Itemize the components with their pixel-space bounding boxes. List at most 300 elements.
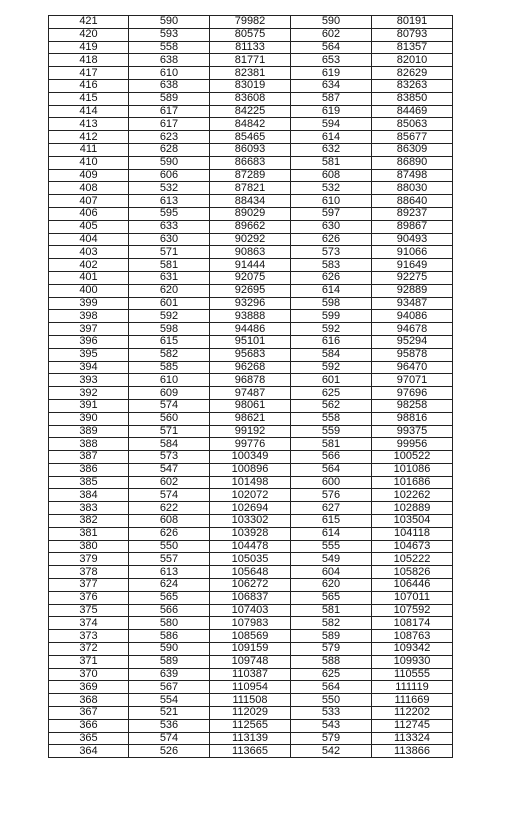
table-row [49, 335, 453, 348]
count-a-cell: 639 [129, 668, 210, 681]
count-b-cell: 632 [291, 143, 372, 156]
table-row [49, 323, 453, 336]
table-row [49, 527, 453, 540]
count-b-cell: 610 [291, 195, 372, 208]
count-a-cell: 595 [129, 207, 210, 220]
count-b-cell: 581 [291, 604, 372, 617]
cumulative-b-cell: 85677 [372, 131, 453, 144]
count-a-cell: 598 [129, 323, 210, 336]
cumulative-a-cell: 107403 [210, 604, 291, 617]
cumulative-b-cell: 83850 [372, 92, 453, 105]
cumulative-b-cell: 105826 [372, 566, 453, 579]
count-a-cell: 590 [129, 16, 210, 29]
count-b-cell: 584 [291, 348, 372, 361]
cumulative-b-cell: 109342 [372, 643, 453, 656]
count-a-cell: 557 [129, 553, 210, 566]
count-a-cell: 617 [129, 105, 210, 118]
table-row [49, 399, 453, 412]
count-a-cell: 601 [129, 297, 210, 310]
count-a-cell: 582 [129, 348, 210, 361]
count-b-cell: 550 [291, 694, 372, 707]
count-b-cell: 589 [291, 630, 372, 643]
count-b-cell: 555 [291, 540, 372, 553]
table-row [49, 310, 453, 323]
score-cell: 400 [49, 284, 129, 297]
score-cell: 418 [49, 54, 129, 67]
cumulative-b-cell: 92275 [372, 271, 453, 284]
count-a-cell: 609 [129, 387, 210, 400]
cumulative-a-cell: 92695 [210, 284, 291, 297]
count-a-cell: 521 [129, 707, 210, 720]
cumulative-a-cell: 113139 [210, 732, 291, 745]
score-cell: 398 [49, 310, 129, 323]
cumulative-a-cell: 99776 [210, 438, 291, 451]
table-row [49, 425, 453, 438]
cumulative-b-cell: 107592 [372, 604, 453, 617]
score-cell: 371 [49, 655, 129, 668]
score-cell: 385 [49, 476, 129, 489]
count-a-cell: 593 [129, 28, 210, 41]
count-b-cell: 581 [291, 438, 372, 451]
cumulative-b-cell: 95294 [372, 335, 453, 348]
table-row [49, 169, 453, 182]
cumulative-a-cell: 79982 [210, 16, 291, 29]
cumulative-a-cell: 108569 [210, 630, 291, 643]
table-row [49, 579, 453, 592]
score-cell: 403 [49, 246, 129, 259]
count-b-cell: 573 [291, 246, 372, 259]
score-cell: 401 [49, 271, 129, 284]
count-a-cell: 573 [129, 451, 210, 464]
count-a-cell: 571 [129, 246, 210, 259]
score-cell: 411 [49, 143, 129, 156]
score-cell: 366 [49, 719, 129, 732]
count-a-cell: 592 [129, 310, 210, 323]
cumulative-a-cell: 87821 [210, 182, 291, 195]
cumulative-a-cell: 104478 [210, 540, 291, 553]
table-row [49, 374, 453, 387]
cumulative-b-cell: 105222 [372, 553, 453, 566]
count-a-cell: 581 [129, 259, 210, 272]
count-a-cell: 590 [129, 156, 210, 169]
count-b-cell: 614 [291, 131, 372, 144]
table-row [49, 476, 453, 489]
count-b-cell: 626 [291, 271, 372, 284]
cumulative-a-cell: 88434 [210, 195, 291, 208]
table-row [49, 67, 453, 80]
table-row [49, 463, 453, 476]
count-a-cell: 610 [129, 374, 210, 387]
score-cell: 375 [49, 604, 129, 617]
score-cell: 393 [49, 374, 129, 387]
count-a-cell: 631 [129, 271, 210, 284]
score-cell: 396 [49, 335, 129, 348]
cumulative-b-cell: 111669 [372, 694, 453, 707]
count-a-cell: 580 [129, 617, 210, 630]
table-row [49, 502, 453, 515]
count-b-cell: 583 [291, 259, 372, 272]
score-cell: 390 [49, 412, 129, 425]
count-a-cell: 585 [129, 361, 210, 374]
count-a-cell: 554 [129, 694, 210, 707]
count-b-cell: 597 [291, 207, 372, 220]
score-cell: 389 [49, 425, 129, 438]
cumulative-b-cell: 87498 [372, 169, 453, 182]
cumulative-b-cell: 88640 [372, 195, 453, 208]
count-b-cell: 594 [291, 118, 372, 131]
table-row [49, 540, 453, 553]
score-cell: 384 [49, 489, 129, 502]
cumulative-b-cell: 90493 [372, 233, 453, 246]
table-row [49, 745, 453, 758]
count-a-cell: 560 [129, 412, 210, 425]
count-a-cell: 615 [129, 335, 210, 348]
count-a-cell: 565 [129, 591, 210, 604]
count-b-cell: 592 [291, 323, 372, 336]
count-b-cell: 579 [291, 643, 372, 656]
cumulative-a-cell: 85465 [210, 131, 291, 144]
cumulative-b-cell: 97696 [372, 387, 453, 400]
score-cell: 388 [49, 438, 129, 451]
cumulative-a-cell: 100896 [210, 463, 291, 476]
cumulative-a-cell: 96878 [210, 374, 291, 387]
cumulative-b-cell: 99375 [372, 425, 453, 438]
count-b-cell: 533 [291, 707, 372, 720]
score-cell: 376 [49, 591, 129, 604]
cumulative-a-cell: 110954 [210, 681, 291, 694]
count-b-cell: 634 [291, 79, 372, 92]
count-b-cell: 620 [291, 579, 372, 592]
cumulative-b-cell: 96470 [372, 361, 453, 374]
count-a-cell: 567 [129, 681, 210, 694]
cumulative-a-cell: 106272 [210, 579, 291, 592]
count-b-cell: 558 [291, 412, 372, 425]
table-row [49, 131, 453, 144]
score-cell: 381 [49, 527, 129, 540]
table-row [49, 348, 453, 361]
score-cell: 409 [49, 169, 129, 182]
cumulative-a-cell: 83019 [210, 79, 291, 92]
table-row [49, 284, 453, 297]
count-b-cell: 592 [291, 361, 372, 374]
count-b-cell: 542 [291, 745, 372, 758]
cumulative-a-cell: 105035 [210, 553, 291, 566]
score-cell: 410 [49, 156, 129, 169]
cumulative-a-cell: 97487 [210, 387, 291, 400]
score-cell: 386 [49, 463, 129, 476]
score-cell: 378 [49, 566, 129, 579]
score-cell: 419 [49, 41, 129, 54]
cumulative-a-cell: 93888 [210, 310, 291, 323]
table-row [49, 553, 453, 566]
score-cell: 387 [49, 451, 129, 464]
cumulative-a-cell: 86093 [210, 143, 291, 156]
cumulative-b-cell: 107011 [372, 591, 453, 604]
cumulative-a-cell: 106837 [210, 591, 291, 604]
cumulative-b-cell: 100522 [372, 451, 453, 464]
score-cell: 412 [49, 131, 129, 144]
score-cell: 404 [49, 233, 129, 246]
cumulative-a-cell: 94486 [210, 323, 291, 336]
score-cell: 415 [49, 92, 129, 105]
count-a-cell: 547 [129, 463, 210, 476]
cumulative-a-cell: 84225 [210, 105, 291, 118]
cumulative-a-cell: 83608 [210, 92, 291, 105]
cumulative-a-cell: 95101 [210, 335, 291, 348]
table-row [49, 361, 453, 374]
cumulative-a-cell: 84842 [210, 118, 291, 131]
table-row [49, 233, 453, 246]
table-row [49, 28, 453, 41]
cumulative-a-cell: 110387 [210, 668, 291, 681]
cumulative-b-cell: 101686 [372, 476, 453, 489]
count-a-cell: 626 [129, 527, 210, 540]
score-cell: 407 [49, 195, 129, 208]
score-cell: 395 [49, 348, 129, 361]
count-a-cell: 610 [129, 67, 210, 80]
count-a-cell: 566 [129, 604, 210, 617]
cumulative-a-cell: 90292 [210, 233, 291, 246]
cumulative-a-cell: 102072 [210, 489, 291, 502]
score-cell: 370 [49, 668, 129, 681]
table-row [49, 220, 453, 233]
score-cell: 402 [49, 259, 129, 272]
table-row [49, 271, 453, 284]
table-row [49, 655, 453, 668]
cumulative-b-cell: 89237 [372, 207, 453, 220]
table-row [49, 207, 453, 220]
cumulative-b-cell: 89867 [372, 220, 453, 233]
count-a-cell: 633 [129, 220, 210, 233]
count-b-cell: 549 [291, 553, 372, 566]
table-row [49, 143, 453, 156]
count-b-cell: 587 [291, 92, 372, 105]
score-cell: 394 [49, 361, 129, 374]
count-b-cell: 588 [291, 655, 372, 668]
cumulative-a-cell: 98061 [210, 399, 291, 412]
count-b-cell: 615 [291, 515, 372, 528]
score-cell: 397 [49, 323, 129, 336]
count-b-cell: 581 [291, 156, 372, 169]
count-a-cell: 638 [129, 79, 210, 92]
cumulative-a-cell: 109748 [210, 655, 291, 668]
count-b-cell: 532 [291, 182, 372, 195]
count-a-cell: 589 [129, 92, 210, 105]
cumulative-a-cell: 91444 [210, 259, 291, 272]
cumulative-a-cell: 81771 [210, 54, 291, 67]
table-row [49, 438, 453, 451]
count-b-cell: 600 [291, 476, 372, 489]
count-a-cell: 558 [129, 41, 210, 54]
cumulative-b-cell: 104673 [372, 540, 453, 553]
cumulative-b-cell: 98816 [372, 412, 453, 425]
count-b-cell: 616 [291, 335, 372, 348]
count-a-cell: 589 [129, 655, 210, 668]
score-cell: 421 [49, 16, 129, 29]
score-cell: 372 [49, 643, 129, 656]
cumulative-a-cell: 113665 [210, 745, 291, 758]
table-row [49, 681, 453, 694]
count-b-cell: 564 [291, 681, 372, 694]
cumulative-b-cell: 98258 [372, 399, 453, 412]
count-b-cell: 559 [291, 425, 372, 438]
cumulative-a-cell: 112565 [210, 719, 291, 732]
cumulative-a-cell: 101498 [210, 476, 291, 489]
count-b-cell: 614 [291, 284, 372, 297]
count-b-cell: 564 [291, 463, 372, 476]
count-b-cell: 627 [291, 502, 372, 515]
count-b-cell: 582 [291, 617, 372, 630]
count-a-cell: 624 [129, 579, 210, 592]
cumulative-a-cell: 112029 [210, 707, 291, 720]
count-b-cell: 543 [291, 719, 372, 732]
cumulative-b-cell: 109930 [372, 655, 453, 668]
cumulative-b-cell: 94086 [372, 310, 453, 323]
score-cell: 367 [49, 707, 129, 720]
count-a-cell: 571 [129, 425, 210, 438]
cumulative-b-cell: 94678 [372, 323, 453, 336]
count-b-cell: 619 [291, 105, 372, 118]
cumulative-a-cell: 109159 [210, 643, 291, 656]
score-cell: 406 [49, 207, 129, 220]
count-b-cell: 625 [291, 668, 372, 681]
score-cell: 379 [49, 553, 129, 566]
count-a-cell: 536 [129, 719, 210, 732]
cumulative-b-cell: 91649 [372, 259, 453, 272]
table-row [49, 630, 453, 643]
cumulative-b-cell: 82629 [372, 67, 453, 80]
table-row [49, 617, 453, 630]
cumulative-a-cell: 107983 [210, 617, 291, 630]
table-row [49, 694, 453, 707]
count-a-cell: 574 [129, 732, 210, 745]
score-cell: 416 [49, 79, 129, 92]
score-cell: 374 [49, 617, 129, 630]
count-b-cell: 562 [291, 399, 372, 412]
count-b-cell: 590 [291, 16, 372, 29]
table-row [49, 387, 453, 400]
table-row [49, 41, 453, 54]
cumulative-b-cell: 84469 [372, 105, 453, 118]
table-row [49, 719, 453, 732]
cumulative-b-cell: 108763 [372, 630, 453, 643]
table-row [49, 489, 453, 502]
table-row [49, 118, 453, 131]
cumulative-b-cell: 113324 [372, 732, 453, 745]
cumulative-a-cell: 82381 [210, 67, 291, 80]
count-b-cell: 601 [291, 374, 372, 387]
cumulative-a-cell: 93296 [210, 297, 291, 310]
cumulative-a-cell: 95683 [210, 348, 291, 361]
cumulative-a-cell: 89029 [210, 207, 291, 220]
count-a-cell: 630 [129, 233, 210, 246]
table-row [49, 451, 453, 464]
cumulative-b-cell: 104118 [372, 527, 453, 540]
table-row [49, 412, 453, 425]
cumulative-b-cell: 82010 [372, 54, 453, 67]
count-a-cell: 628 [129, 143, 210, 156]
table-row [49, 643, 453, 656]
count-a-cell: 613 [129, 566, 210, 579]
cumulative-a-cell: 99192 [210, 425, 291, 438]
cumulative-b-cell: 111119 [372, 681, 453, 694]
score-cell: 392 [49, 387, 129, 400]
count-b-cell: 599 [291, 310, 372, 323]
cumulative-b-cell: 93487 [372, 297, 453, 310]
count-a-cell: 574 [129, 489, 210, 502]
table-row [49, 604, 453, 617]
cumulative-b-cell: 108174 [372, 617, 453, 630]
count-b-cell: 614 [291, 527, 372, 540]
score-cell: 368 [49, 694, 129, 707]
table-row [49, 182, 453, 195]
cumulative-b-cell: 103504 [372, 515, 453, 528]
count-a-cell: 550 [129, 540, 210, 553]
cumulative-b-cell: 110555 [372, 668, 453, 681]
cumulative-a-cell: 81133 [210, 41, 291, 54]
cumulative-a-cell: 90863 [210, 246, 291, 259]
table-row [49, 105, 453, 118]
table-body [49, 16, 453, 758]
count-b-cell: 630 [291, 220, 372, 233]
count-b-cell: 604 [291, 566, 372, 579]
table-row [49, 515, 453, 528]
count-a-cell: 617 [129, 118, 210, 131]
score-cell: 364 [49, 745, 129, 758]
cumulative-b-cell: 88030 [372, 182, 453, 195]
cumulative-b-cell: 112202 [372, 707, 453, 720]
count-a-cell: 608 [129, 515, 210, 528]
count-a-cell: 526 [129, 745, 210, 758]
cumulative-a-cell: 102694 [210, 502, 291, 515]
table-row [49, 591, 453, 604]
score-cell: 380 [49, 540, 129, 553]
cumulative-b-cell: 112745 [372, 719, 453, 732]
count-a-cell: 590 [129, 643, 210, 656]
cumulative-a-cell: 98621 [210, 412, 291, 425]
cumulative-b-cell: 85063 [372, 118, 453, 131]
cumulative-b-cell: 113866 [372, 745, 453, 758]
count-a-cell: 613 [129, 195, 210, 208]
table-row [49, 79, 453, 92]
count-a-cell: 532 [129, 182, 210, 195]
count-b-cell: 653 [291, 54, 372, 67]
count-a-cell: 620 [129, 284, 210, 297]
count-a-cell: 574 [129, 399, 210, 412]
score-cell: 417 [49, 67, 129, 80]
cumulative-b-cell: 92889 [372, 284, 453, 297]
cumulative-a-cell: 103928 [210, 527, 291, 540]
table-row [49, 259, 453, 272]
cumulative-b-cell: 86890 [372, 156, 453, 169]
cumulative-b-cell: 91066 [372, 246, 453, 259]
count-b-cell: 619 [291, 67, 372, 80]
score-cell: 405 [49, 220, 129, 233]
count-a-cell: 586 [129, 630, 210, 643]
cumulative-a-cell: 92075 [210, 271, 291, 284]
table-row [49, 156, 453, 169]
cumulative-a-cell: 87289 [210, 169, 291, 182]
count-a-cell: 606 [129, 169, 210, 182]
cumulative-a-cell: 111508 [210, 694, 291, 707]
cumulative-b-cell: 81357 [372, 41, 453, 54]
table-row [49, 54, 453, 67]
count-b-cell: 565 [291, 591, 372, 604]
score-distribution-table [48, 15, 453, 758]
score-cell: 414 [49, 105, 129, 118]
cumulative-b-cell: 86309 [372, 143, 453, 156]
count-b-cell: 626 [291, 233, 372, 246]
